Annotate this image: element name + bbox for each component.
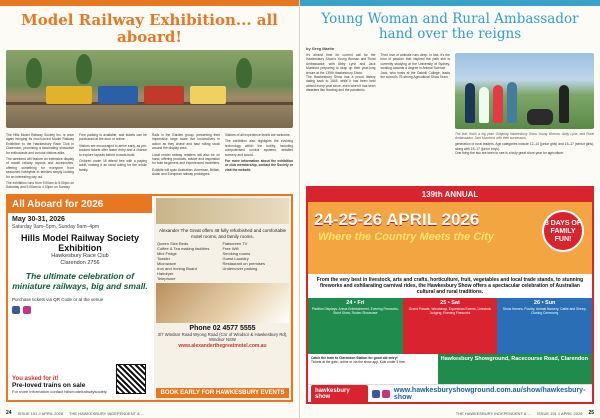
paragraph: For more information about the exhibition or club membership, contact the Society or visit the website. xyxy=(225,159,293,172)
locomotive xyxy=(46,86,92,104)
hotel-phone[interactable]: Phone 02 4577 5555 xyxy=(189,325,256,332)
day-panel-sat xyxy=(403,298,498,354)
day-title: 26 • Sun xyxy=(533,300,556,306)
day-text: Grand Parade, Woodchop, Equestrian Events, Livestock Judging, Evening Fireworks xyxy=(408,307,492,316)
show-location xyxy=(438,354,592,384)
ad-tagline: The ultimate celebration of miniature railways, big and small. xyxy=(12,271,148,291)
show-info-row xyxy=(308,354,592,384)
ad-purchase-note: Purchase tickets via QR Code or at the venue xyxy=(12,297,104,302)
amenities-list-a xyxy=(157,241,223,281)
amenities-list-b xyxy=(223,241,289,281)
hotel-photo xyxy=(156,198,289,224)
ad-title: All Aboard for 2026 xyxy=(8,196,152,213)
paragraph: The weekend will feature an extensive display of model railway layouts and accessories, offering something for everyone from seasoned hobbyists to families simply looking for an interesting day out. xyxy=(6,157,74,179)
left-header-strip xyxy=(0,0,299,6)
tree-shape xyxy=(236,58,252,88)
facebook-icon[interactable] xyxy=(12,306,20,314)
paragraph: The exhibition runs from 9.00am to 5.00pm on Saturday and 9.00am to 4.00pm on Sunday. xyxy=(6,181,74,190)
show-transport-info xyxy=(308,354,438,384)
byline: by Greg Martin xyxy=(306,46,335,51)
amenity: Queen Size Beds xyxy=(157,241,189,246)
right-footer xyxy=(300,408,600,418)
amenity: Toaster xyxy=(157,256,171,261)
article-column-1 xyxy=(6,133,74,192)
publication-label: THE HAWKESBURY INDEPENDENT & ... xyxy=(69,410,145,416)
article-column-2 xyxy=(381,53,451,156)
ad-dates: May 30-31, 2026 xyxy=(12,216,65,223)
instagram-icon[interactable] xyxy=(23,306,31,314)
hawkesbury-show-ad xyxy=(306,186,594,404)
article-column-2 xyxy=(79,133,147,192)
show-dates: 24-25-26 APRIL 2026 xyxy=(314,210,480,229)
ambassadors-photo xyxy=(455,53,594,129)
day-title: 24 • Fri xyxy=(346,300,365,306)
presale-block xyxy=(12,376,112,395)
book-early-banner: BOOK EARLY FOR HAWKESBURY EVENTS xyxy=(156,388,289,398)
ad-venue-line-1: Hawkesbury Race Club xyxy=(51,253,109,259)
amenity: Guest Laundry xyxy=(222,256,249,261)
family-fun-badge: 3 DAYS OF FAMILY FUN! xyxy=(542,210,584,252)
day-text: Pavilion Displays, Arena Entertainment, Evening Fireworks, Stunt Show, Rodeo Showcase xyxy=(311,307,399,316)
paragraph: One thing the two are keen to see is a truly great show year for agriculture. xyxy=(455,151,565,156)
instagram-icon[interactable] xyxy=(382,390,390,398)
show-ad-hero xyxy=(308,188,592,274)
amenity: Hairdryer xyxy=(157,271,174,276)
publication-label: THE HAWKESBURY INDEPENDENT & ... xyxy=(455,410,531,416)
tree-shape xyxy=(26,58,42,88)
cow-figure xyxy=(527,109,553,125)
issue-label: ISSUE 191 // APRIL 2026 xyxy=(17,410,63,416)
show-social-icons xyxy=(372,390,390,398)
show-edition: 139th ANNUAL xyxy=(421,190,479,199)
hotel-amenities xyxy=(154,241,291,281)
paragraph: Jack, who hosts at the Oakhill College, leads the school's 75-strong Agricultural Show Team. xyxy=(380,70,450,80)
paragraph: Free parking is available, and tickets can be purchased at the door or online. xyxy=(79,133,147,142)
ad-venue-line-2: Clarendon 2756 xyxy=(60,260,100,266)
paragraph: The exhibition also highlights the evolving technology within the hobby, including computerised control systems, detailed scenery and sound. xyxy=(225,139,293,157)
amenity: Undercover parking xyxy=(222,266,258,271)
paragraph: The Hawkesbury Show has a proud history dating back to 1845, while it has been held almost every year since, even when it has seen disasters like flooding and the pandemic. xyxy=(306,75,376,93)
paragraph: It's almost time for current call for the Hawkesbury Show's Young Woman and Rural Ambassador, with Abby Lyne and Jack Mumford preparing to wrap up their year-long tenure at the 139th Hawkesbury Show. xyxy=(306,53,376,75)
article-column-1 xyxy=(306,53,376,156)
amenity: Smoking rooms xyxy=(222,251,251,256)
issue-label: ISSUE 191 // APRIL 2026 xyxy=(537,410,583,416)
tree-shape xyxy=(76,54,92,84)
left-article xyxy=(0,130,299,195)
amenity: Restaurant on premises xyxy=(222,261,265,266)
show-venue: Hawkesbury Showground, Racecourse Road, Clarendon xyxy=(440,356,588,362)
show-day-panels xyxy=(308,298,592,354)
paragraph: Children under 16 attend free with a paying adult, making it an ideal outing for the whole family. xyxy=(79,159,147,172)
railway-exhibition-ad xyxy=(6,194,293,402)
paragraph: Rails in the Garden group, presenting their impressive large scale live locomotives in action as they chase and haul rolling stock around the display area. xyxy=(152,133,220,151)
amenity: Mini Fridge xyxy=(157,251,177,256)
ad-presale: Pre-loved trains on sale xyxy=(12,381,86,389)
locomotive xyxy=(190,86,226,104)
person-figure xyxy=(465,83,475,123)
amenity: Microwave xyxy=(157,261,177,266)
show-tagline: Where the Country Meets the City xyxy=(318,231,495,243)
paragraph: Visitors are encouraged to arrive early, as pre-booked tickets offer faster entry and a chance to explore layouts before crowds build. xyxy=(79,143,147,157)
ad-info-link[interactable]: For more information contact hillsmodelrailwaysociety xyxy=(12,389,107,394)
social-icons xyxy=(8,304,152,316)
amenity: Flatscreen TV xyxy=(222,241,248,246)
amenity: Coffee & Tea making facilities xyxy=(157,246,210,251)
page-number: 24 xyxy=(6,410,12,416)
left-headline: Model Railway Exhibition... all aboard! xyxy=(21,11,278,46)
amenity: Free Wifi xyxy=(222,246,239,251)
hotel-website-link[interactable]: www.alexanderthegreatmotel.com.au xyxy=(178,342,267,349)
paragraph: Their love of animals runs deep. In fact, it's the kind of passion that inspired the path she is currently studying at the University of Sydney, working towards a degree in Animal Science. xyxy=(380,53,450,71)
right-header-strip xyxy=(300,0,600,6)
day-panel-sun xyxy=(497,298,592,354)
ad-hours: Saturday 9am–5pm, Sunday 9am–4pm xyxy=(12,224,99,230)
person-figure xyxy=(507,82,517,123)
article-column-3 xyxy=(455,53,594,156)
day-title: 25 • Sat xyxy=(440,300,460,306)
show-description: From the very best in livestock, arts and crafts, horticulture, fruit, vegetables and local trade stands, to stunning fireworks and exhilarating carnival rides, the Hawkesbury Show offers a spectacular celebration of Australian cultural and rural traditions. xyxy=(308,274,592,298)
right-headline: Young Woman and Rural Ambassador hand over the reigns xyxy=(321,11,579,42)
locomotive xyxy=(144,86,184,104)
photo-caption: The leaf, that's a big year! Outgoing Hawkesbury Show Young Woman, Abby Lyne, and Rural Ambassador, Jack Mumford, with their successors. xyxy=(455,132,594,141)
day-panel-fri xyxy=(308,298,403,354)
article-column-4 xyxy=(225,133,293,192)
ad-society-name: Hills Model Railway Society Exhibition xyxy=(20,233,140,253)
paragraph: The Hills Model Railway Society Inc. is once again bringing its much-loved Model Railway Exhibition to the Hawkesbury Race Club in Clarendon, promising a fascinating showcase for enthusiasts and curious visitors alike. xyxy=(6,133,74,155)
train-note: Catch the train to Clarendon Station for good old entry! xyxy=(311,356,398,360)
hotel-address: 3/7 Windsor Road Wyong Road (Cnr of Windsor & Hawkesbury Rd), Windsor NSW xyxy=(157,332,288,343)
right-page xyxy=(300,0,600,418)
exhibition-ad-panel xyxy=(8,196,152,400)
paragraph: Local model railway retailers will also be on hand, offering products, advice and inspiration for both beginners and experienced modellers. xyxy=(152,152,220,166)
day-text: Show Horses, Poultry, Animal Nursery, Cattle and Sheep, Closing Ceremony xyxy=(502,307,587,316)
person-figure xyxy=(559,85,569,123)
show-url-bar xyxy=(308,384,592,402)
paragraph: Exhibits will span Australian, American, British, Asian and European railway prototypes. xyxy=(152,167,220,177)
article-column-3 xyxy=(152,133,220,192)
facebook-icon[interactable] xyxy=(372,390,380,398)
left-footer xyxy=(0,408,299,418)
entry-note: Tickets at the gate, online or via the show app. Kids under 5 free. xyxy=(311,360,406,365)
paragraph: Visitors of all experience levels are welcome. xyxy=(225,133,291,137)
ad-tickets-note: You asked for it! xyxy=(12,375,59,382)
paragraph: generation of rural leaders. Age categories include 12–14 (junior girls) and 15–17 (senior girls), along with 15–17 (junior boys). xyxy=(455,142,594,151)
right-article xyxy=(300,51,600,158)
locomotive xyxy=(98,86,138,104)
hotel-intro: Alexander The Great offers 48 fully refurbished and comfortable motel rooms, and family rooms. xyxy=(159,228,286,239)
qr-code-icon[interactable] xyxy=(116,364,146,394)
model-railway-photo xyxy=(6,50,293,128)
amenity: Telephone xyxy=(157,276,176,281)
show-logo: hawkesbury show xyxy=(311,385,368,403)
show-website-link[interactable]: www.hawkesburyshowground.com.au/show/hawkesbury-show xyxy=(393,386,586,401)
page-number: 25 xyxy=(588,410,594,416)
hotel-room-photo xyxy=(156,283,289,323)
hotel-ad-panel xyxy=(154,196,291,400)
person-figure xyxy=(479,87,489,123)
amenity: Iron and Ironing Board xyxy=(157,266,197,271)
person-figure xyxy=(493,85,503,123)
